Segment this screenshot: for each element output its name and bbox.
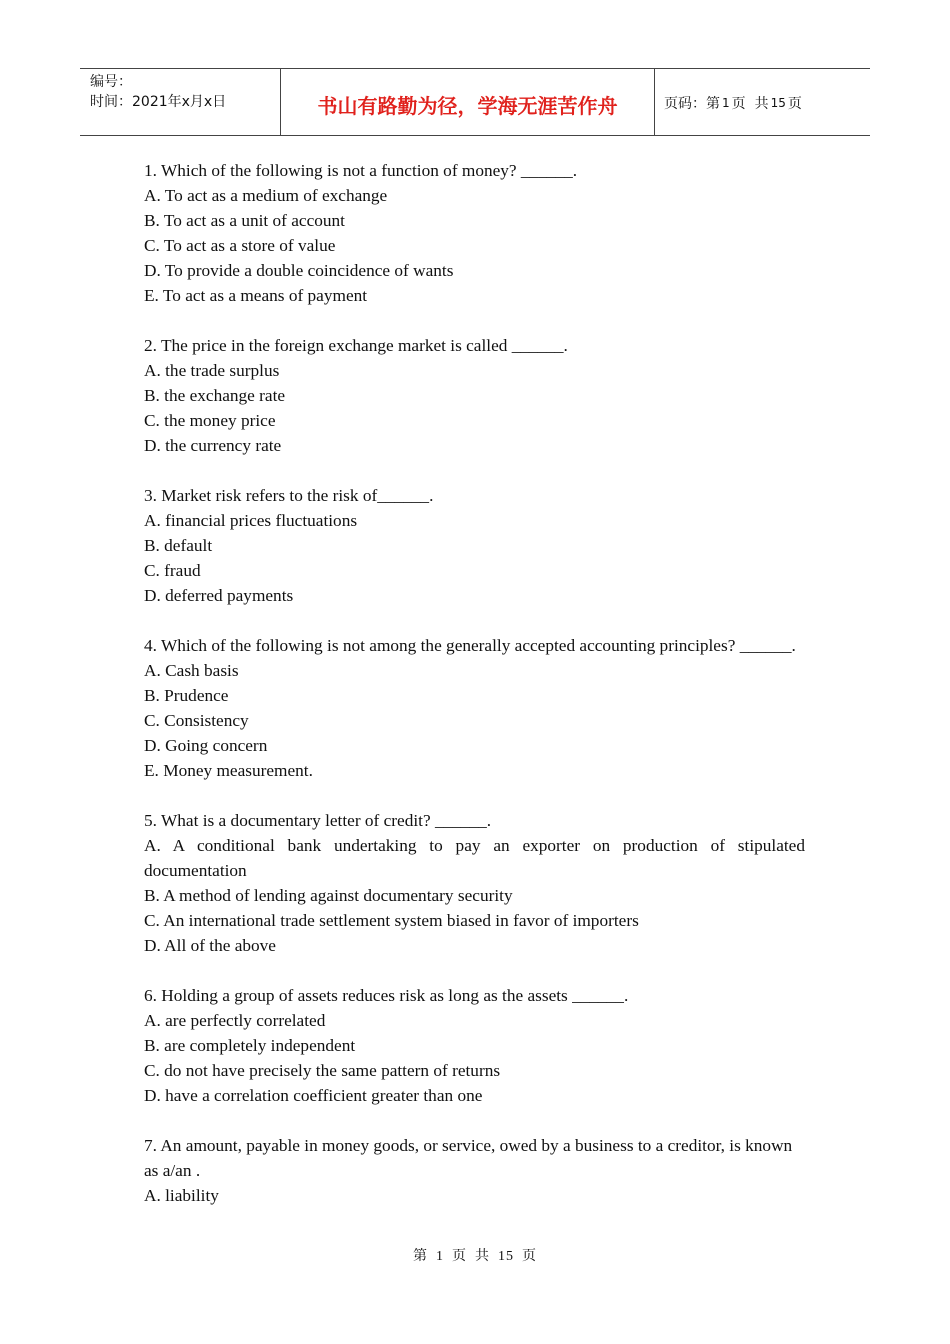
option-d: D. Going concern: [144, 736, 268, 755]
option-c: C. fraud: [144, 561, 201, 580]
option-a: A. Cash basis: [144, 661, 239, 680]
option-d: D. deferred payments: [144, 586, 294, 605]
question-stem: 7. An amount, payable in money goods, or service, owed by a business to a creditor, is known as a/an .: [144, 1136, 793, 1180]
option-d: D. All of the above: [144, 936, 276, 955]
option-c: C. To act as a store of value: [144, 236, 336, 255]
question-stem: 6. Holding a group of assets reduces risk as long as the assets ______.: [144, 986, 629, 1005]
footer-word-2: 页: [452, 1249, 467, 1264]
option-e: E. To act as a means of payment: [144, 286, 368, 305]
question-stem: 2. The price in the foreign exchange market is called ______.: [144, 336, 568, 355]
option-b: B. the exchange rate: [144, 386, 286, 405]
page-header: [80, 68, 870, 136]
page-total-suffix: 页: [787, 96, 802, 112]
option-a: A. To act as a medium of exchange: [144, 186, 388, 205]
option-e: E. Money measurement.: [144, 761, 313, 780]
option-b: B. A method of lending against documentary security: [144, 886, 513, 905]
question-6: [144, 983, 805, 1108]
footer-word-1: 第: [413, 1249, 428, 1264]
question-stem: 5. What is a documentary letter of credit? ______.: [144, 811, 492, 830]
option-c: C. the money price: [144, 411, 276, 430]
option-b: B. To act as a unit of account: [144, 211, 345, 230]
option-b: B. are completely independent: [144, 1036, 356, 1055]
question-2: [144, 333, 805, 458]
option-d: D. To provide a double coincidence of wants: [144, 261, 454, 280]
option-d: D. the currency rate: [144, 436, 282, 455]
option-b: B. default: [144, 536, 213, 555]
question-4: [144, 633, 805, 783]
option-c: C. do not have precisely the same pattern of returns: [144, 1061, 501, 1080]
question-3: [144, 483, 805, 608]
header-page-info: [655, 69, 870, 135]
option-c: C. An international trade settlement system biased in favor of importers: [144, 911, 639, 930]
header-meta-cell: [80, 69, 281, 135]
footer-current-page: 1: [436, 1249, 444, 1264]
question-5: [144, 808, 805, 958]
option-a: A. are perfectly correlated: [144, 1011, 326, 1030]
footer-word-3: 共: [475, 1249, 490, 1264]
option-a: A. financial prices fluctuations: [144, 511, 358, 530]
question-stem: 3. Market risk refers to the risk of______.: [144, 486, 434, 505]
serial-label: 编号：: [90, 74, 132, 90]
page-prefix: 页码：第: [664, 96, 720, 112]
page-current: 1: [722, 96, 730, 110]
question-stem: 1. Which of the following is not a function of money? ______.: [144, 161, 578, 180]
header-motto: 书山有路勤为径，学海无涯苦作舟: [281, 69, 655, 135]
option-a: A. liability: [144, 1186, 219, 1205]
page-footer: [0, 1245, 950, 1265]
option-d: D. have a correlation coefficient greater than one: [144, 1086, 483, 1105]
time-label: 时间：2021年x月x日: [90, 94, 227, 110]
question-1: [144, 158, 805, 308]
page-total: 15: [770, 96, 786, 110]
option-a: A. the trade surplus: [144, 361, 280, 380]
option-a: A. A conditional bank undertaking to pay an exporter on production of stipulated documentation: [144, 836, 805, 880]
option-c: C. Consistency: [144, 711, 249, 730]
footer-total-pages: 15: [498, 1249, 514, 1264]
question-7: [144, 1133, 805, 1208]
question-list: [144, 158, 805, 1233]
page-mid: 页: [731, 96, 746, 112]
option-b: B. Prudence: [144, 686, 229, 705]
page-total-prefix: 共: [754, 96, 769, 112]
footer-word-4: 页: [522, 1249, 537, 1264]
question-stem: 4. Which of the following is not among the generally accepted accounting principles? ______.: [144, 636, 796, 655]
